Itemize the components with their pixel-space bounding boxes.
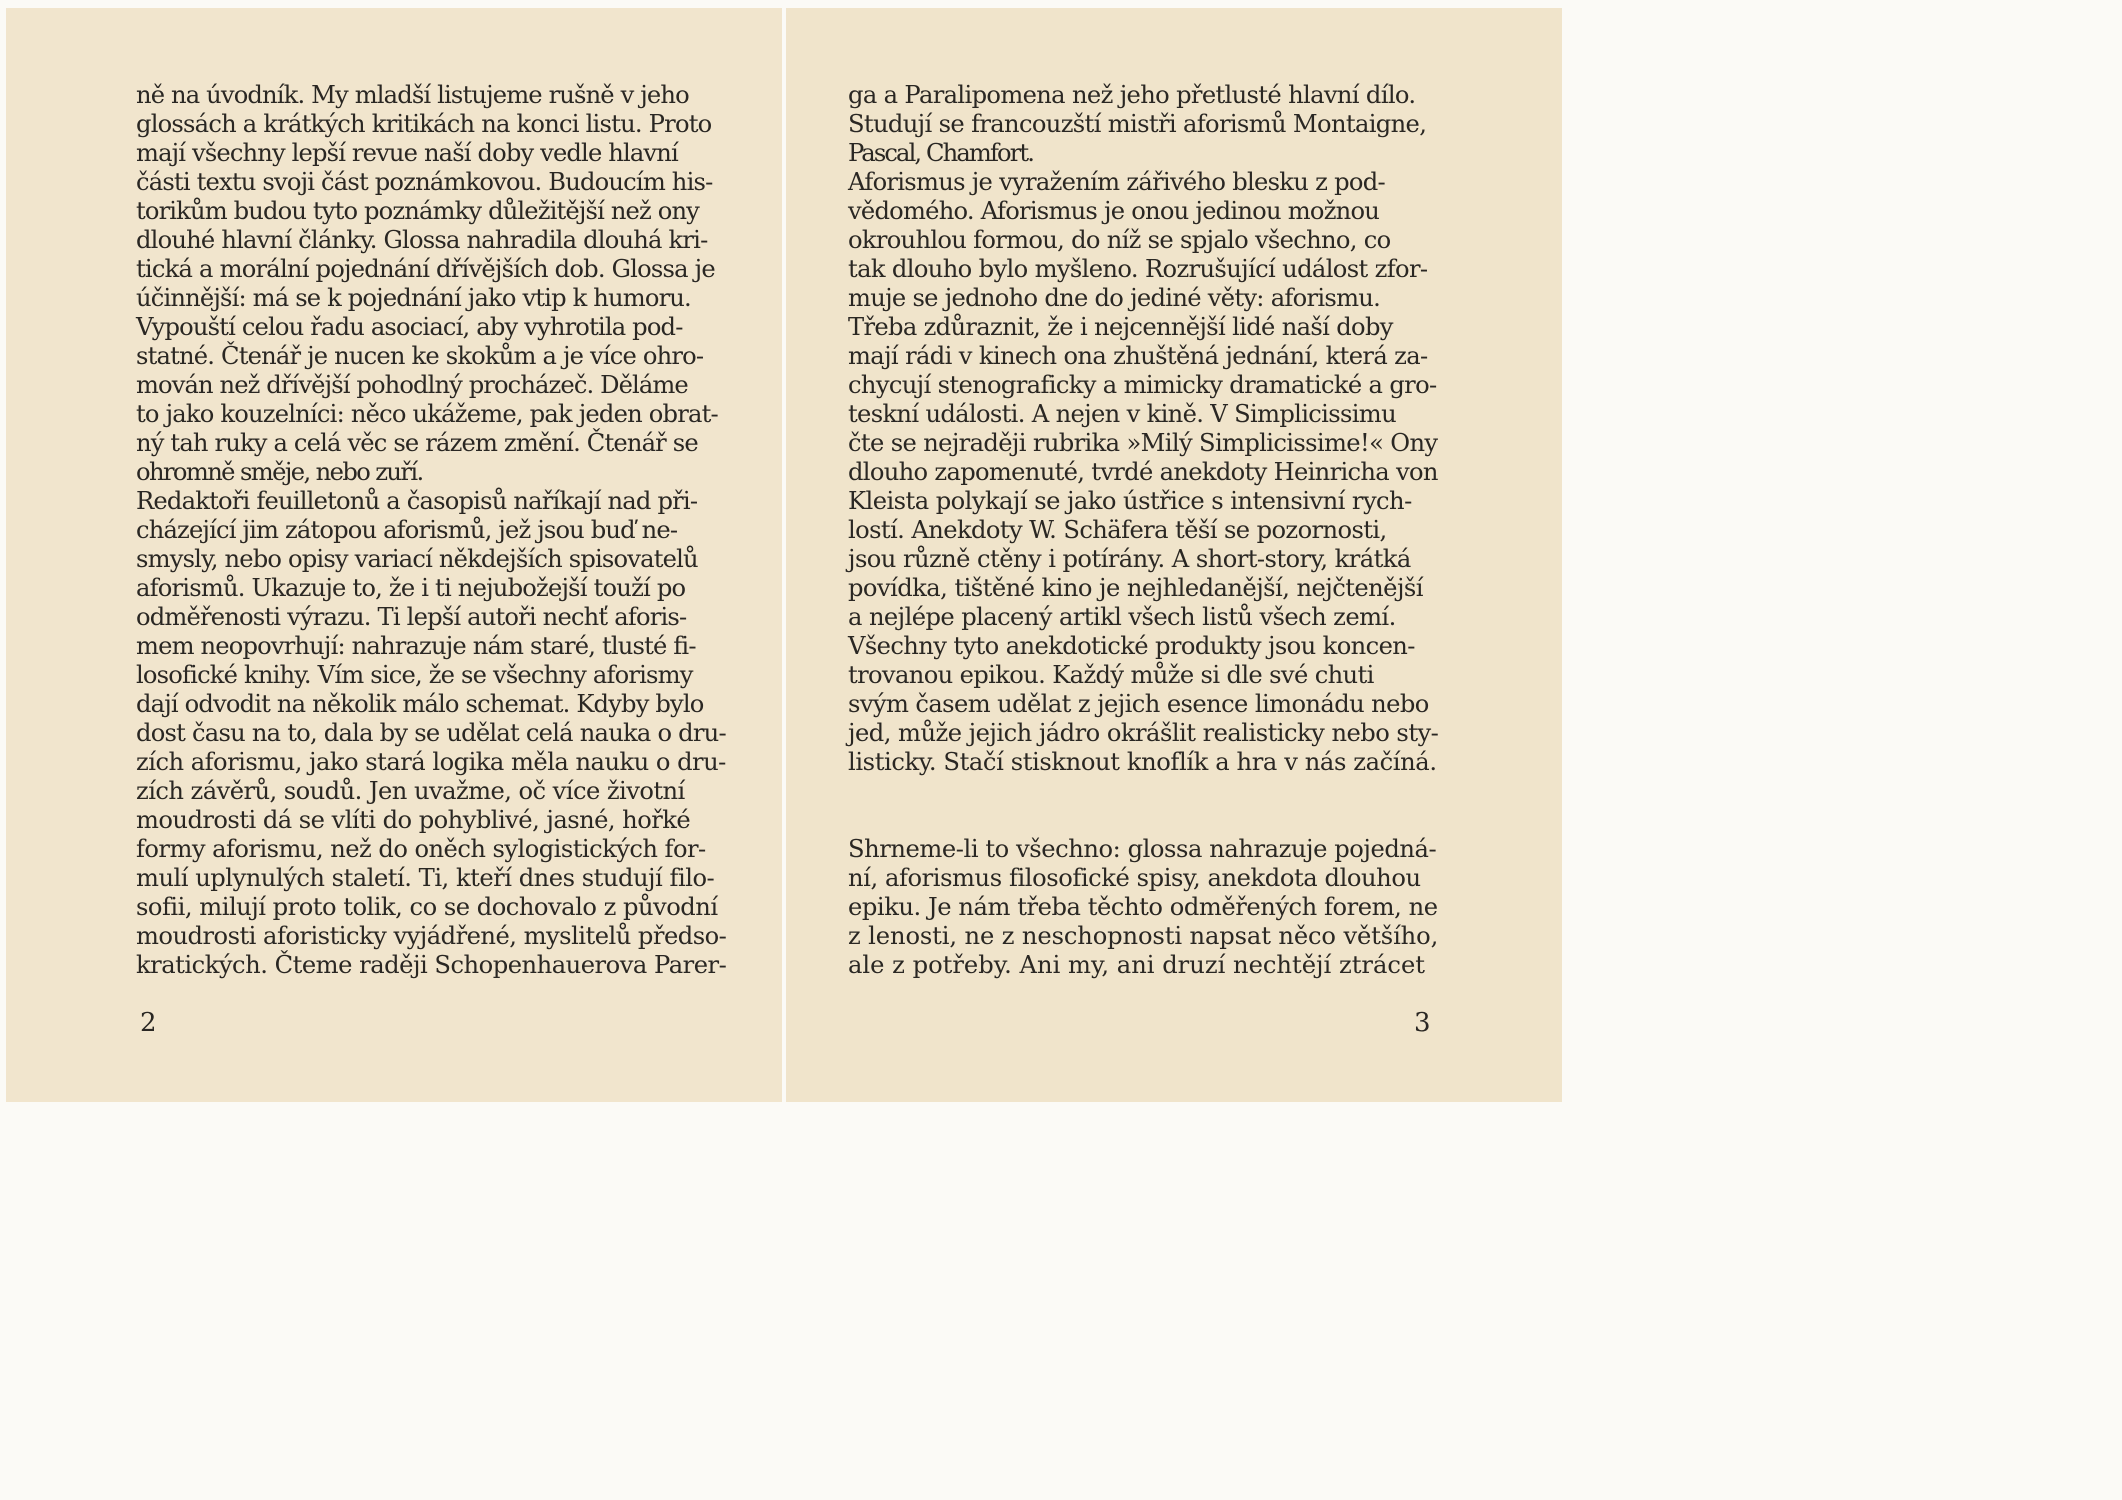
left-line-29: sofii, milují proto tolik, co se dochovalo z původní [136,893,718,921]
right-top-line-9: Třeba zdůraznit, že i nejcennější lidé naší doby [848,313,1393,341]
right-bottom-line-2: ní, aforismus filosofické spisy, anekdota dlouhou [848,864,1421,892]
right-top-line-6: okrouhlou formou, do níž se spjalo všechno, co [848,226,1391,254]
right-top-line-17: jsou různě ctěny i potírány. A short-story, krátká [848,545,1411,573]
right-top-line-1: ga a Paralipomena než jeho přetlusté hlavní dílo. [848,81,1416,109]
right-top-line-19: a nejlépe placený artikl všech listů všech zemí. [848,603,1396,631]
right-page-text [848,81,1438,980]
right-bottom-line-5: ale z potřeby. Ani my, ani druzí nechtějí ztrácet [848,951,1425,979]
left-line-21: losofické knihy. Vím sice, že se všechny aforismy [136,661,693,689]
left-line-12: to jako kouzelníci: něco ukážeme, pak jeden obrat- [136,400,718,428]
left-line-31: kratických. Čteme raději Schopenhauerova Parer- [136,951,727,979]
left-line-4: části textu svoji část poznámkovou. Budoucím his- [136,168,713,196]
right-top-line-2: Studují se francouzští mistři aforismů Montaigne, [848,110,1427,138]
left-line-28: mulí uplynulých staletí. Ti, kteří dnes studují filo- [136,864,715,892]
right-bottom-line-1: Shrneme-li to všechno: glossa nahrazuje pojedná- [848,835,1437,863]
right-paragraphs-top [848,81,1438,777]
left-line-6: dlouhé hlavní články. Glossa nahradila dlouhá kri- [136,226,708,254]
left-line-11: mován než dřívější pohodlný procházeč. Děláme [136,371,688,399]
right-top-line-10: mají rádi v kinech ona zhuštěná jednání, která za- [848,342,1428,370]
right-top-line-18: povídka, tištěné kino je nejhledanější, nejčtenější [848,574,1423,602]
right-top-line-14: dlouho zapomenuté, tvrdé anekdoty Heinricha von [848,458,1438,486]
paragraph-gap [848,777,1438,835]
right-top-line-23: jed, může jejich jádro okrášlit realisticky nebo sty- [848,719,1439,747]
left-page-number: 2 [140,1008,157,1038]
left-line-14: ohromně směje, nebo zuří. [136,458,423,486]
right-paragraph-bottom [848,835,1438,980]
left-line-9: Vypouští celou řadu asociací, aby vyhrotila pod- [136,313,683,341]
right-top-line-12: teskní události. A nejen v kině. V Simplicissimu [848,400,1396,428]
right-top-line-13: čte se nejraději rubrika »Milý Simplicissime!« Ony [848,429,1438,457]
right-top-line-15: Kleista polykají se jako ústřice s intensivní rych- [848,487,1412,515]
left-page-text [136,81,726,980]
right-bottom-line-4: z lenosti, ne z neschopnosti napsat něco většího, [848,922,1439,950]
left-line-24: zích aforismu, jako stará logika měla nauku o dru- [136,748,726,776]
left-line-20: mem neopovrhují: nahrazuje nám staré, tlusté fi- [136,632,696,660]
right-top-line-22: svým časem udělat z jejich esence limonádu nebo [848,690,1429,718]
right-top-line-24: listicky. Stačí stisknout knoflík a hra v nás začíná. [848,748,1437,776]
right-page-number: 3 [1414,1008,1431,1038]
right-page [786,8,1562,1102]
left-line-16: cházející jim zátopou aforismů, jež jsou buď ne- [136,516,678,544]
right-top-line-21: trovanou epikou. Každý může si dle své chuti [848,661,1374,689]
left-line-22: dají odvodit na několik málo schemat. Kdyby bylo [136,690,704,718]
left-line-17: smysly, nebo opisy variací někdejších spisovatelů [136,545,698,573]
left-line-8: účinnější: má se k pojednání jako vtip k humoru. [136,284,691,312]
right-top-line-16: lostí. Anekdoty W. Schäfera těší se pozornosti, [848,516,1387,544]
left-line-23: dost času na to, dala by se udělat celá nauka o dru- [136,719,726,747]
left-line-10: statné. Čtenář je nucen ke skokům a je více ohro- [136,342,704,370]
left-page [6,8,782,1102]
left-line-18: aforismů. Ukazuje to, že i ti nejubožejší touží po [136,574,686,602]
right-bottom-line-3: epiku. Je nám třeba těchto odměřených forem, ne [848,893,1438,921]
left-line-15: Redaktoři feuilletonů a časopisů naříkají nad při- [136,487,698,515]
right-top-line-3: Pascal, Chamfort. [848,139,1034,167]
right-top-line-5: vědomého. Aforismus je onou jedinou možnou [848,197,1380,225]
right-top-line-8: muje se jednoho dne do jediné věty: aforismu. [848,284,1381,312]
left-line-27: formy aforismu, než do oněch sylogistických for- [136,835,706,863]
left-line-3: mají všechny lepší revue naší doby vedle hlavní [136,139,678,167]
left-line-1: ně na úvodník. My mladší listujeme rušně v jeho [136,81,689,109]
left-line-26: moudrosti dá se vlíti do pohyblivé, jasné, hořké [136,806,691,834]
right-top-line-4: Aforismus je vyražením zářivého blesku z pod- [848,168,1385,196]
right-top-line-11: chycují stenograficky a mimicky dramatické a gro- [848,371,1437,399]
right-top-line-7: tak dlouho bylo myšleno. Rozrušující událost zfor- [848,255,1428,283]
left-line-7: tická a morální pojednání dřívějších dob. Glossa je [136,255,715,283]
left-line-19: odměřenosti výrazu. Ti lepší autoři nechť aforis- [136,603,687,631]
left-line-2: glossách a krátkých kritikách na konci listu. Proto [136,110,712,138]
right-top-line-20: Všechny tyto anekdotické produkty jsou koncen- [848,632,1415,660]
left-line-30: moudrosti aforisticky vyjádřené, myslitelů předso- [136,922,727,950]
left-line-25: zích závěrů, soudů. Jen uvažme, oč více životní [136,777,685,805]
left-line-13: ný tah ruky a celá věc se rázem změní. Čtenář se [136,429,698,457]
left-line-5: torikům budou tyto poznámky důležitější než ony [136,197,699,225]
